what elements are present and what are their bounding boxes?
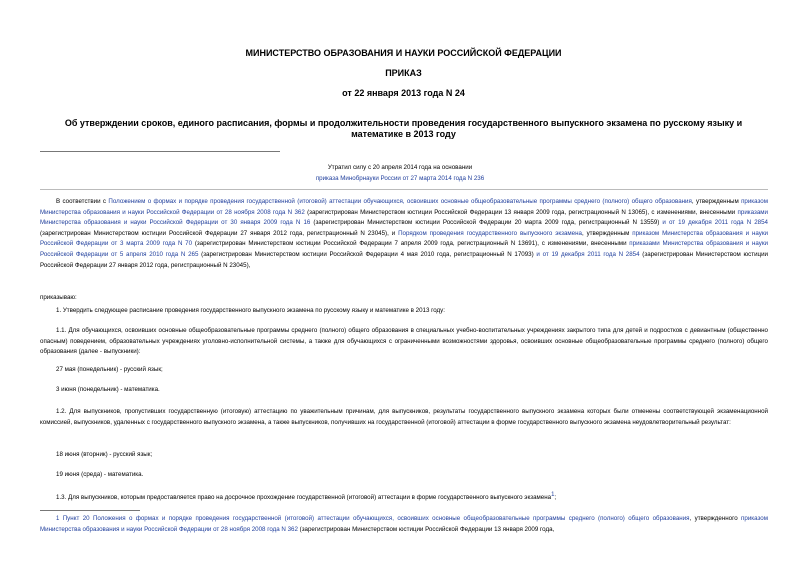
item-1-1: 1.1. Для обучающихся, освоивших основные общеобразовательные программы среднего (полного) общего образования в специальных учебно-воспитательных учреждениях закрытого типа для детей и подростков с девиантным (общественно опасным) поведением, образовательных учреждениях уголовно-исполнительной системы, а также для обучающихся с ограниченными возможностями здоровья, освоивших основные общеобразовательные программы среднего (полного) общего образования (далее - выпускники):: [40, 327, 768, 356]
item-1: 1. Утвердить следующее расписание проведения государственного выпускного экзамена по русскому языку и математике в 2013 году:: [56, 307, 445, 314]
item-1-3: [40, 490, 768, 504]
date-math-june-19: 19 июня (среда) - математика.: [56, 471, 144, 478]
order-16-link[interactable]: приказами Министерства образования и науки Российской Федерации от 30 января 2009 года N 16: [40, 208, 768, 227]
preamble-text: , утвержденным: [581, 229, 633, 237]
preamble-text: (зарегистрирован Министерством юстиции Российской Федерации 27 января 2012 года, регистрационный N 23045), и: [40, 229, 399, 237]
footnote-separator: [40, 510, 140, 511]
item-1-3-text: 1.3. Для выпускников, которым предоставляется право на досрочное прохождение государственной (итоговой) аттестации в форме государственного выпускного экзамена: [56, 494, 552, 502]
date-number-heading: от 22 января 2013 года N 24: [342, 88, 465, 98]
status-bottom-rule: [40, 189, 768, 190]
preamble-text: В соответствии с: [56, 198, 109, 205]
status-line: Утратил силу с 20 апреля 2014 года на основании: [327, 164, 473, 171]
order-2854-link-2[interactable]: и от 19 декабря 2011 года N 2854: [536, 250, 640, 258]
document-type-heading: ПРИКАЗ: [385, 68, 422, 78]
preamble-text: (зарегистрирован Министерством юстиции Российской Федерации 4 мая 2010 года, регистрационный N 17093): [198, 250, 537, 258]
separator-rule: [40, 151, 280, 152]
order-265-link[interactable]: приказами Министерства образования и науки Российской Федерации от 5 апреля 2010 года N 265: [40, 240, 769, 258]
footnote-order-362-link[interactable]: приказом Министерства образования и науки Российской Федерации от 28 ноября 2008 года N 362: [40, 515, 768, 533]
order-2854-link[interactable]: и от 19 декабря 2011 года N 2854: [662, 219, 768, 227]
footnote-text: [40, 514, 768, 535]
regulation-link[interactable]: Положением о формах и порядке проведения государственной (итоговой) аттестации обучающихся, освоивших основные общеобразовательные программы среднего (полного) общего образования: [108, 198, 692, 205]
date-russian-june-18: 18 июня (вторник) - русский язык;: [56, 451, 153, 458]
footnote-text-part: , утвержденного: [689, 515, 742, 522]
footnote-reference[interactable]: 1: [551, 492, 555, 498]
preamble-text: (зарегистрирован Министерством юстиции Российской Федерации 20 марта 2009 года, регистрационный N 13559): [310, 219, 663, 227]
item-1-2: 1.2. Для выпускников, пропустивших государственную (итоговую) аттестацию по уважительным причинам, для выпускников, результаты государственного выпускного экзамена которых были отменены соответствующей экзаменационной комиссией, выпускников, удаленных с государственного выпускного экзамена, а также выпускников, получивших на государственной (итоговой) аттестации в форме государственного выпускного экзамена неудовлетворительный результат:: [40, 408, 768, 426]
preamble-text: , утвержденным: [691, 198, 742, 205]
item-1-3-end: ;: [554, 494, 557, 502]
order-subject-title: Об утверждении сроков, единого расписания, формы и продолжительности проведения государственного выпускного экзамена по русскому языку и математике в 2013 году: [64, 118, 743, 139]
preamble-paragraph: [40, 197, 768, 271]
date-math-june: 3 июня (понедельник) - математика.: [56, 386, 160, 393]
date-russian-may: 27 мая (понедельник) - русский язык;: [56, 366, 163, 373]
footnote-text-part: (зарегистрирован Министерством юстиции Российской Федерации 13 января 2009 года,: [297, 525, 555, 533]
preamble-text: (зарегистрирован Министерством юстиции Российской Федерации 13 января 2009 года, регистрационный N 13065), с изменениями, внесенными: [304, 208, 738, 216]
order-362-link[interactable]: приказом Министерства образования и науки Российской Федерации от 28 ноября 2008 года N 362: [40, 198, 768, 216]
orders-phrase: приказываю:: [40, 294, 77, 301]
repeal-order-link[interactable]: приказа Минобрнауки России от 27 марта 2014 года N 236: [315, 175, 485, 182]
preamble-text: (зарегистрирован Министерством юстиции Российской Федерации 27 января 2012 года, регистрационный N 23045),: [40, 250, 769, 269]
exam-procedure-link[interactable]: Порядком проведения государственного выпускного экзамена: [398, 229, 582, 237]
order-70-link[interactable]: приказом Министерства образования и науки Российской Федерации от 3 марта 2009 года N 70: [40, 229, 768, 248]
footnote-mark: 1: [56, 516, 60, 522]
ministry-heading: МИНИСТЕРСТВО ОБРАЗОВАНИЯ И НАУКИ РОССИЙСКОЙ ФЕДЕРАЦИИ: [245, 48, 562, 58]
preamble-text: (зарегистрирован Министерством юстиции Российской Федерации 7 апреля 2009 года, регистрационный N 13691), с изменениями, внесенными: [192, 240, 630, 248]
footnote-regulation-link[interactable]: Пункт 20 Положения о формах и порядке проведения государственной (итоговой) аттестации обучающихся, освоивших основные общеобразовательные программы среднего (полного) общего образования: [62, 515, 690, 522]
